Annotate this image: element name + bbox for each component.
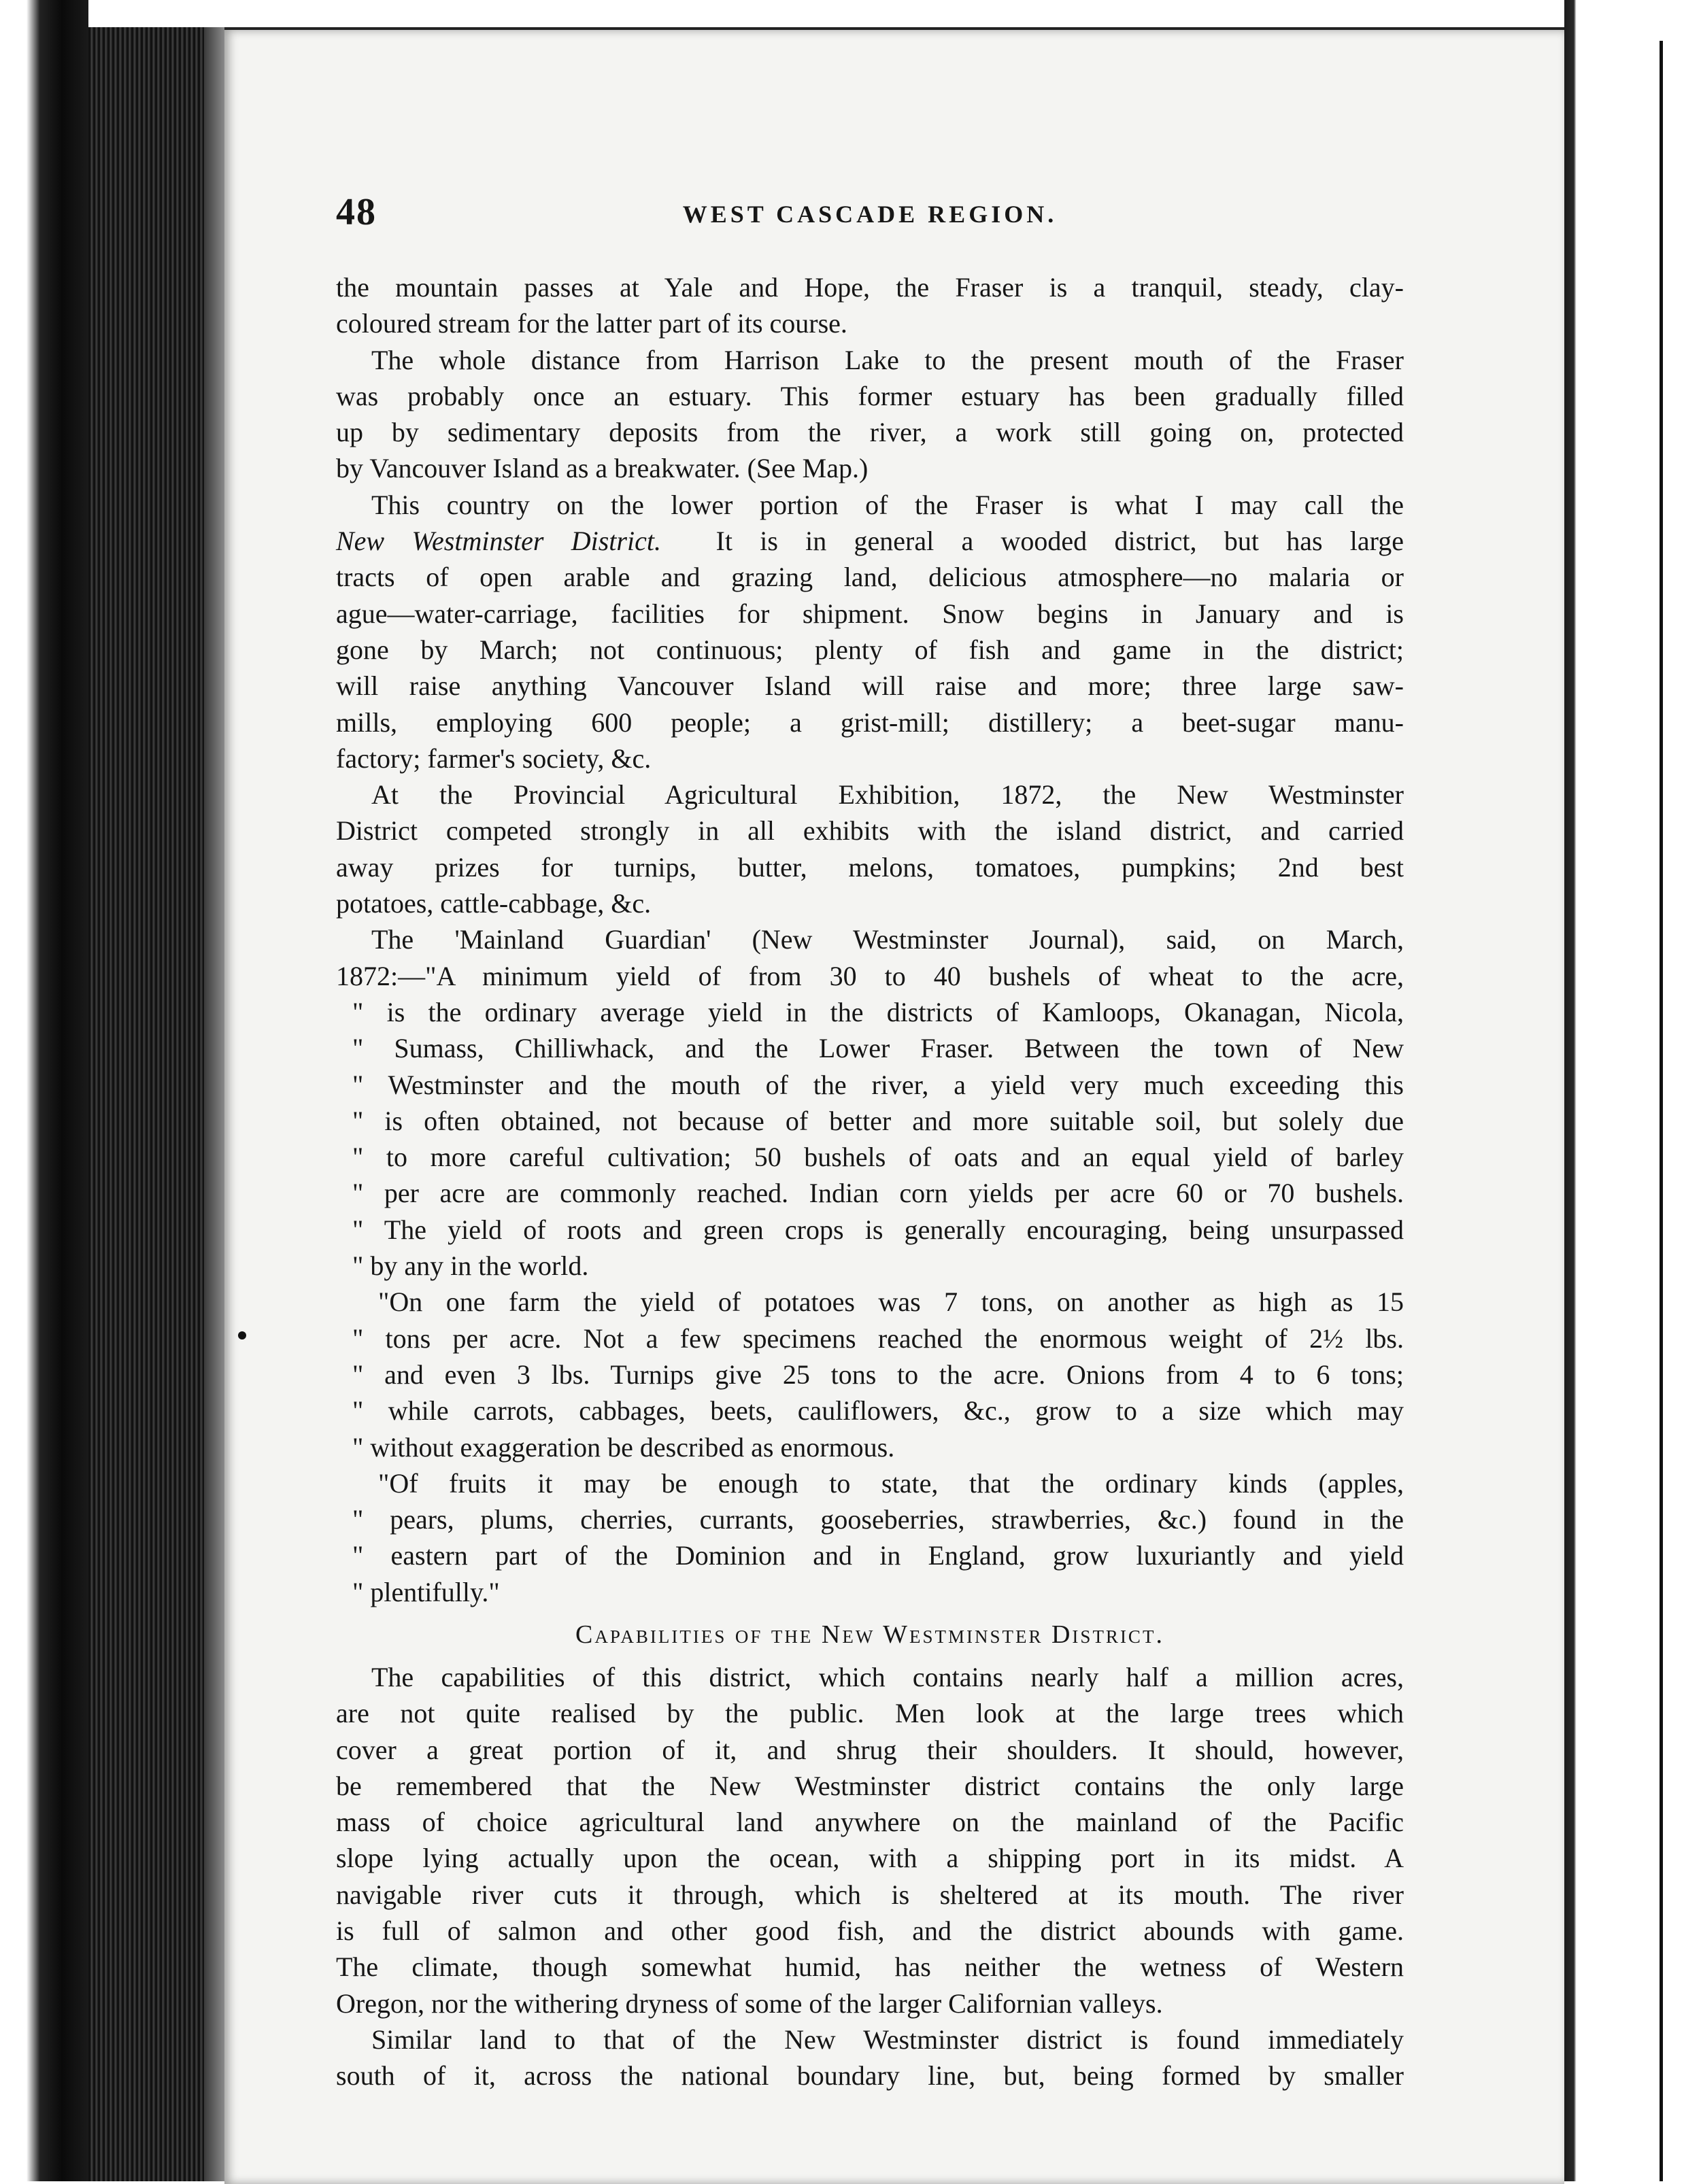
text-line: tracts of open arable and grazing land, delicious atmosphere—no malaria or: [336, 562, 1404, 593]
text-line: the mountain passes at Yale and Hope, the Fraser is a tranquil, steady, clay-: [336, 272, 1404, 303]
text-line: away prizes for turnips, butter, melons, tomatoes, pumpkins; 2nd best: [336, 851, 1404, 883]
quote-line: " Sumass, Chilliwhack, and the Lower Fraser. Between the town of New: [352, 1033, 1404, 1064]
text-line: is full of salmon and other good fish, and the district abounds with game.: [336, 1915, 1404, 1947]
quote-line: " pears, plums, cherries, currants, gooseberries, strawberries, &c.) found in the: [352, 1504, 1404, 1535]
facing-page-edge: [1564, 0, 1684, 2181]
text-line: potatoes, cattle-cabbage, &c.: [336, 888, 652, 919]
quote-line: " per acre are commonly reached. Indian corn yields per acre 60 or 70 bushels.: [352, 1178, 1404, 1209]
text-line: be remembered that the New Westminster district contains the only large: [336, 1770, 1404, 1801]
text-line: are not quite realised by the public. Men look at the large trees which: [336, 1698, 1404, 1729]
quote-line: "On one farm the yield of potatoes was 7 tons, on another as high as 15: [378, 1286, 1404, 1318]
text-line: At the Provincial Agricultural Exhibition, 1872, the New Westminster: [371, 779, 1404, 811]
text-line: This country on the lower portion of the Fraser is what I may call the: [371, 489, 1404, 520]
running-head: [336, 190, 1404, 245]
quote-line: " and even 3 lbs. Turnips give 25 tons to the acre. Onions from 4 to 6 tons;: [352, 1359, 1404, 1390]
text-line: The climate, though somewhat humid, has neither the wetness of Western: [336, 1951, 1404, 1983]
quote-line: " by any in the world.: [352, 1250, 589, 1282]
quote-line: " plentifully.": [352, 1576, 500, 1607]
quote-line: " Westminster and the mouth of the river, a yield very much exceeding this: [352, 1069, 1404, 1100]
text-line-continuation: It is in general a wooded district, but has large: [715, 526, 1404, 557]
text-line: factory; farmer's society, &c.: [336, 743, 652, 774]
text-line: ague—water-carriage, facilities for shipment. Snow begins in January and is: [336, 598, 1404, 629]
quote-line: " tons per acre. Not a few specimens reached the enormous weight of 2½ lbs.: [352, 1323, 1404, 1354]
text-line: coloured stream for the latter part of its course.: [336, 308, 847, 339]
quote-line: " without exaggeration be described as enormous.: [352, 1431, 895, 1463]
margin-mark: [238, 1331, 246, 1340]
quote-line: "Of fruits it may be enough to state, that the ordinary kinds (apples,: [378, 1467, 1404, 1499]
page-number: 48: [336, 191, 377, 233]
facing-page-border: [1660, 41, 1663, 2181]
quote-line: " is often obtained, not because of better and more suitable soil, but solely due: [352, 1105, 1404, 1136]
page-text-block: [336, 190, 1404, 2094]
text-line: will raise anything Vancouver Island will raise and more; three large saw-: [336, 670, 1404, 702]
text-line: was probably once an estuary. This former estuary has been gradually filled: [336, 380, 1404, 411]
text-line: Similar land to that of the New Westminster district is found immediately: [371, 2024, 1404, 2055]
book-spine: [0, 0, 88, 2181]
text-line: The 'Mainland Guardian' (New Westminster Journal), said, on March,: [371, 924, 1404, 955]
text-line: south of it, across the national boundary line, but, being formed by smaller: [336, 2060, 1404, 2092]
text-line: up by sedimentary deposits from the river, a work still going on, protected: [336, 417, 1404, 448]
text-line: Oregon, nor the withering dryness of some of the larger Californian valleys.: [336, 1987, 1163, 2019]
quote-line: " while carrots, cabbages, beets, cauliflowers, &c., grow to a size which may: [352, 1395, 1404, 1427]
text-line: by Vancouver Island as a breakwater. (See Map.): [336, 453, 869, 484]
running-head-title: WEST CASCADE REGION.: [682, 201, 1058, 228]
text-line: mills, employing 600 people; a grist-mill; distillery; a beet-sugar manu-: [336, 706, 1404, 738]
text-line: navigable river cuts it through, which is sheltered at its mouth. The river: [336, 1879, 1404, 1910]
quote-line: " eastern part of the Dominion and in England, grow luxuriantly and yield: [352, 1540, 1404, 1571]
text-line: slope lying actually upon the ocean, with a shipping port in its midst. A: [336, 1843, 1404, 1874]
section-heading: Capabilities of the New Westminster District.: [575, 1620, 1164, 1649]
text-line: The capabilities of this district, which contains nearly half a million acres,: [371, 1661, 1404, 1692]
text-line: cover a great portion of it, and shrug their shoulders. It should, however,: [336, 1734, 1404, 1765]
text-line: 1872:—"A minimum yield of from 30 to 40 bushels of wheat to the acre,: [336, 960, 1404, 991]
quote-line: " is the ordinary average yield in the districts of Kamloops, Okanagan, Nicola,: [352, 996, 1404, 1027]
text-line: District competed strongly in all exhibits with the island district, and carried: [336, 815, 1404, 847]
text-line: mass of choice agricultural land anywhere on the mainland of the Pacific: [336, 1807, 1404, 1838]
quote-line: " The yield of roots and green crops is generally encouraging, being unsurpassed: [352, 1214, 1404, 1245]
text-line: The whole distance from Harrison Lake to the present mouth of the Fraser: [371, 344, 1404, 375]
quote-line: " to more careful cultivation; 50 bushels of oats and an equal yield of barley: [352, 1142, 1404, 1173]
text-line: [336, 523, 1404, 559]
district-name-italic: New Westminster District.: [336, 526, 661, 557]
text-line: gone by March; not continuous; plenty of fish and game in the district;: [336, 634, 1404, 665]
